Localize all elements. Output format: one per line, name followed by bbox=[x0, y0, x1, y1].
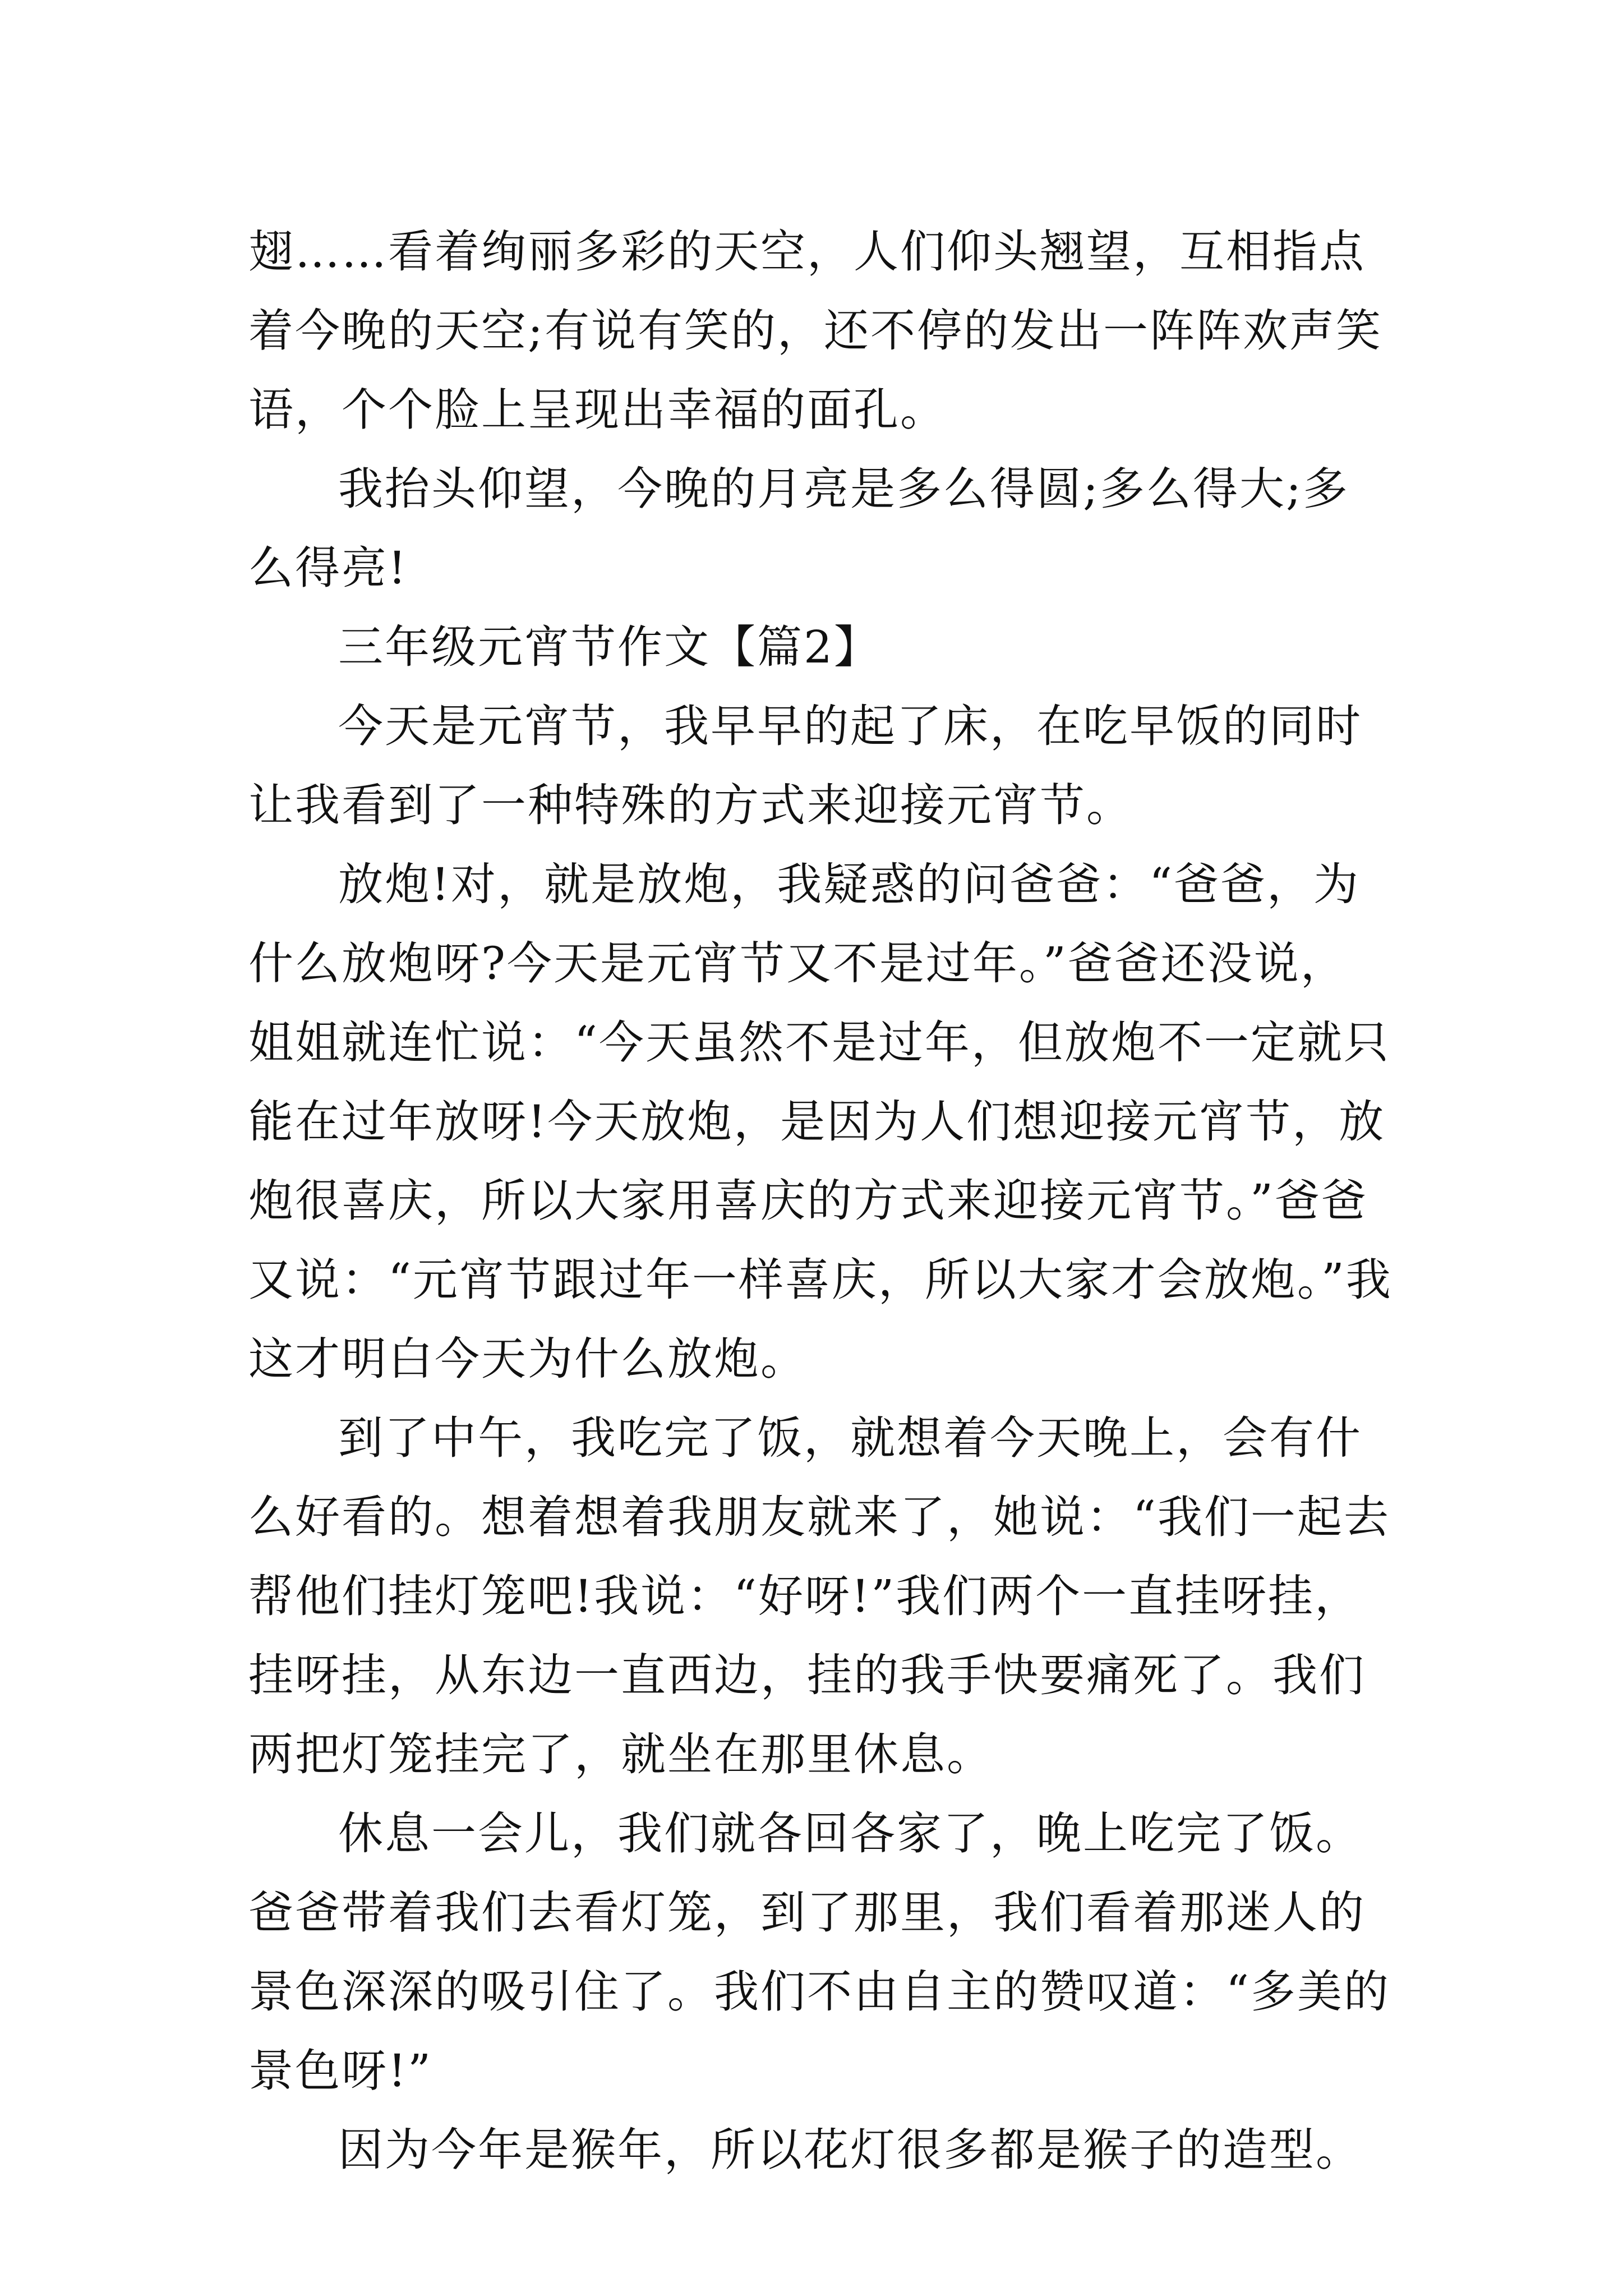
paragraph: 到了中午，我吃完了饭，就想着今天晚上，会有什么好看的。想着想着我朋友就来了，她说：“我们一起去帮他们挂灯笼吧!我说：“好呀!”我们两个一直挂呀挂，挂呀挂，从东边一直西边，挂的我手快要痛死了。我们两把灯笼挂完了，就坐在那里休息。 bbox=[248, 1412, 1390, 1780]
document-body bbox=[248, 212, 1393, 2189]
paragraph: 今天是元宵节，我早早的起了床，在吃早饭的同时让我看到了一种特殊的方式来迎接元宵节。 bbox=[248, 700, 1362, 831]
paragraph: 翅……看着绚丽多彩的天空，人们仰头翘望，互相指点着今晚的天空;有说有笑的，还不停的发出一阵阵欢声笑语，个个脸上呈现出幸福的面孔。 bbox=[248, 226, 1382, 436]
paragraph: 休息一会儿，我们就各回各家了，晚上吃完了饭。爸爸带着我们去看灯笼，到了那里，我们看着那迷人的景色深深的吸引住了。我们不由自主的赞叹道：“多美的景色呀!” bbox=[248, 1807, 1390, 2097]
section-heading: 三年级元宵节作文【篇2】 bbox=[338, 621, 880, 673]
paragraph: 放炮!对，就是放炮，我疑惑的问爸爸：“爸爸，为什么放炮呀?今天是元宵节又不是过年。”爸爸还没说，姐姐就连忙说：“今天虽然不是过年，但放炮不一定就只能在过年放呀!今天放炮，是因为人们想迎接元宵节，放炮很喜庆，所以大家用喜庆的方式来迎接元宵节。”爸爸又说：“元宵节跟过年一样喜庆，所以大家才会放炮。”我这才明白今天为什么放炮。 bbox=[248, 858, 1393, 1385]
paragraph: 因为今年是猴年，所以花灯很多都是猴子的造型。 bbox=[338, 2124, 1362, 2176]
paragraph: 我抬头仰望，今晚的月亮是多么得圆;多么得大;多么得亮! bbox=[248, 463, 1349, 594]
